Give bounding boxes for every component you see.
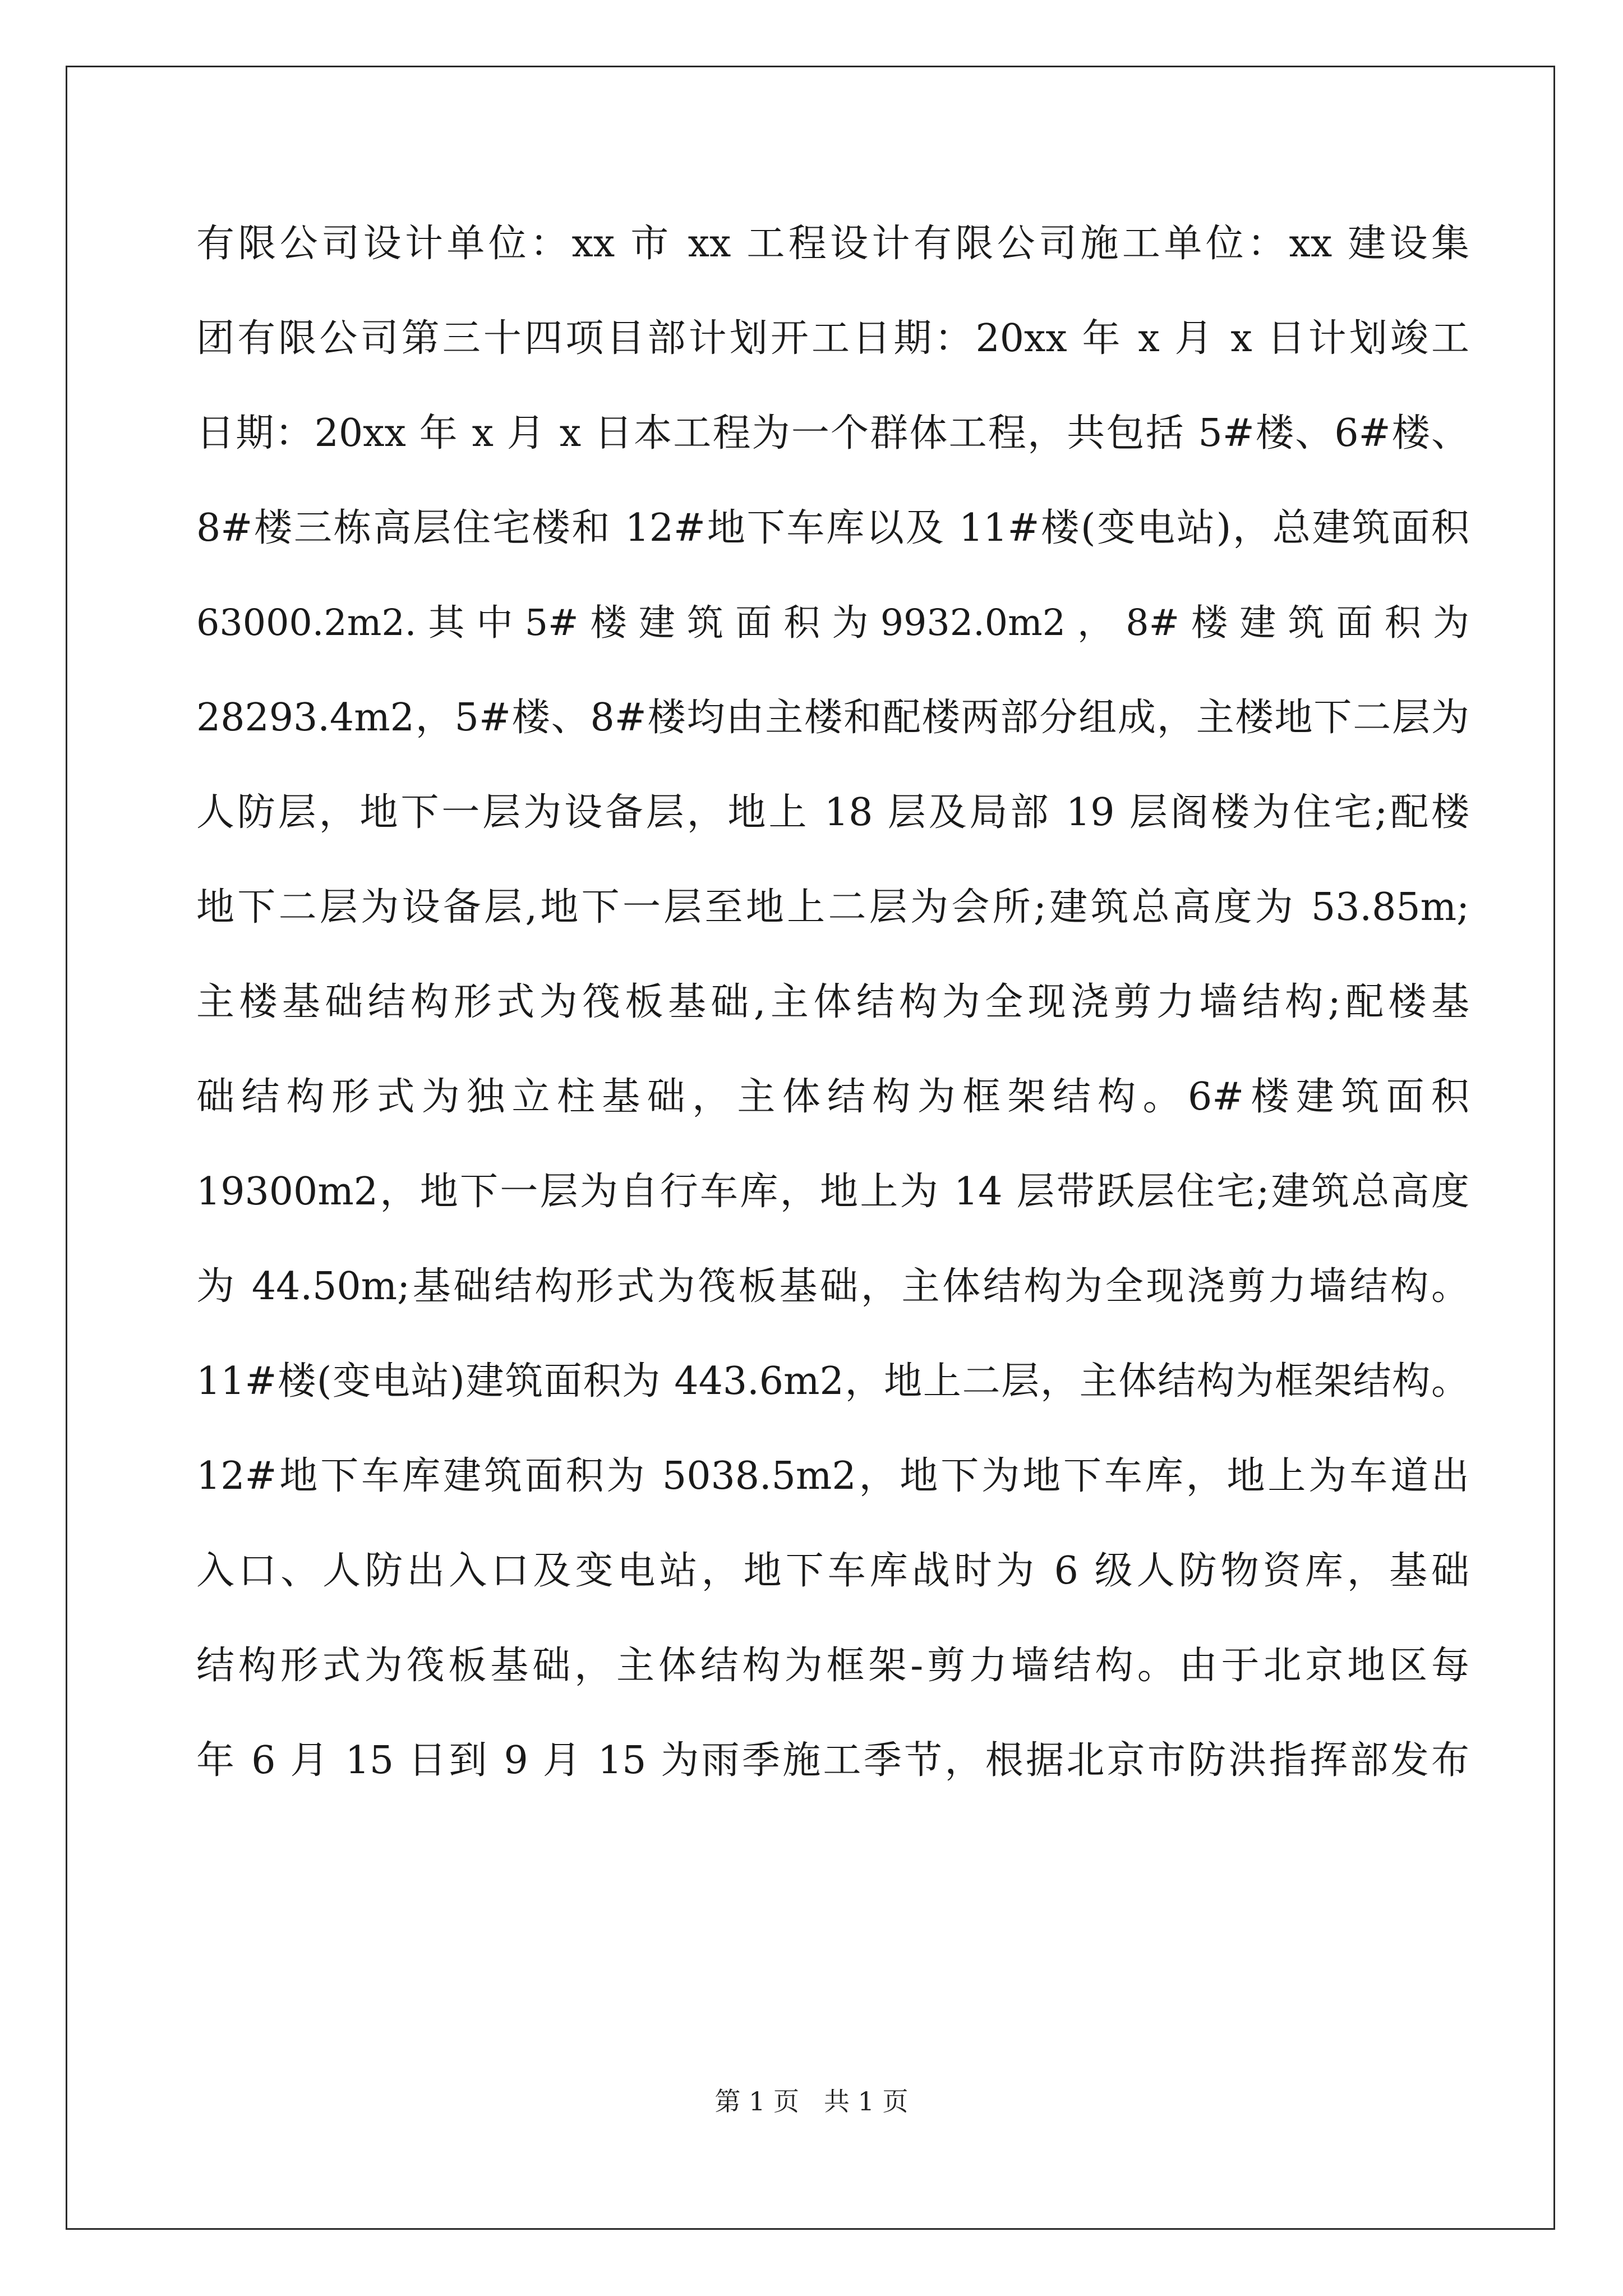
text-line: 地下二层为设备层,地下一层至地上二层为会所;建筑总高度为 53.85m; (196, 885, 1469, 930)
text-line: 结构形式为筏板基础，主体结构为框架-剪力墙结构。由于北京地区每 (196, 1644, 1469, 1688)
text-line: 入口、人防出入口及变电站，地下车库战时为 6 级人防物资库，基础 (196, 1549, 1469, 1593)
text-line: 19300m2，地下一层为自行车库，地上为 14 层带跃层住宅;建筑总高度 (196, 1170, 1469, 1214)
text-line: 63000.2m2. 其 中 5# 楼 建 筑 面 积 为 9932.0m2 ， 8# 楼 建 筑 面 积 为 (196, 602, 1469, 644)
text-line: 人防层，地下一层为设备层，地上 18 层及局部 19 层阁楼为住宅;配楼 (196, 790, 1469, 835)
document-body (196, 219, 1469, 1830)
page-number: 第 1 页 (714, 2086, 799, 2116)
text-line: 日期：20xx 年 x 月 x 日本工程为一个群体工程，共包括 5#楼、6#楼、 (196, 411, 1469, 455)
text-line: 12#地下车库建筑面积为 5038.5m2，地下为地下车库，地上为车道出 (196, 1454, 1469, 1498)
page-count: 共 1 页 (824, 2086, 909, 2116)
text-line: 主楼基础结构形式为筏板基础,主体结构为全现浇剪力墙结构;配楼基 (196, 980, 1469, 1024)
page-footer (0, 2086, 1623, 2117)
text-line: 8#楼三栋高层住宅楼和 12#地下车库以及 11#楼(变电站)，总建筑面积 (196, 506, 1469, 550)
text-line: 年 6 月 15 日到 9 月 15 为雨季施工季节，根据北京市防洪指挥部发布 (196, 1738, 1469, 1783)
text-line: 为 44.50m;基础结构形式为筏板基础，主体结构为全现浇剪力墙结构。 (196, 1264, 1469, 1309)
text-line: 础结构形式为独立柱基础，主体结构为框架结构。6#楼建筑面积 (196, 1075, 1469, 1119)
text-line: 11#楼(变电站)建筑面积为 443.6m2，地上二层，主体结构为框架结构。 (196, 1359, 1469, 1404)
text-line: 有限公司设计单位：xx 市 xx 工程设计有限公司施工单位：xx 建设集 (196, 222, 1469, 266)
text-line: 团有限公司第三十四项目部计划开工日期：20xx 年 x 月 x 日计划竣工 (196, 316, 1469, 361)
text-line: 28293.4m2，5#楼、8#楼均由主楼和配楼两部分组成，主楼地下二层为 (196, 696, 1469, 740)
